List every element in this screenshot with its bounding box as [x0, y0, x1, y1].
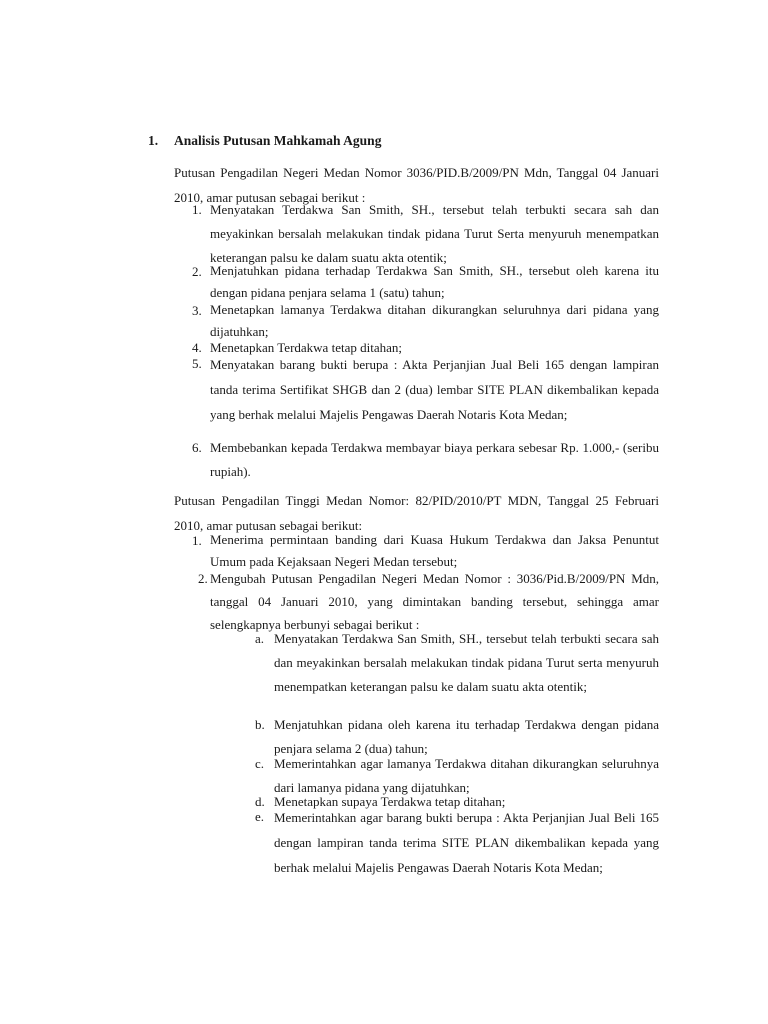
item-marker: 2. [198, 571, 208, 586]
sub-text: Menetapkan supaya Terdakwa tetap ditahan; [274, 794, 506, 809]
pn-intro: Putusan Pengadilan Negeri Medan Nomor 3036/PID.B/2009/PN Mdn, Tanggal 04 Januari 2010, amar putusan sebagai berikut : [174, 165, 659, 205]
sub-marker: a. [255, 631, 265, 646]
item-marker: 1. [192, 533, 202, 548]
item-text: Menyatakan Terdakwa San Smith, SH., tersebut telah terbukti secara sah dan meyakinkan bersalah melakukan tindak pidana Turut Serta menyuruh menempatkan keterangan palsu ke dalam suatu akta otentik; [210, 202, 659, 265]
item-marker: 2. [192, 264, 202, 279]
section-title: Analisis Putusan Mahkamah Agung [174, 133, 382, 148]
item-text: Menyatakan barang bukti berupa : Akta Perjanjian Jual Beli 165 dengan lampiran tanda terima Sertifikat SHGB dan 2 (dua) lembar SITE PLAN dikembalikan kepada yang berhak melalui Majelis Pengawas Daerah Notaris Kota Medan; [210, 357, 659, 422]
sub-text: Menjatuhkan pidana oleh karena itu terhadap Terdakwa dengan pidana penjara selama 2 (dua) tahun; [274, 717, 659, 756]
item-text: Menerima permintaan banding dari Kuasa Hukum Terdakwa dan Jaksa Penuntut Umum pada Kejaksaan Negeri Medan tersebut; [210, 532, 659, 569]
sub-text: Menyatakan Terdakwa San Smith, SH., tersebut telah terbukti secara sah dan meyakinkan bersalah melakukan tindak pidana Turut serta menyuruh menempatkan keterangan palsu ke dalam suatu akta otentik; [274, 631, 659, 694]
item-marker: 1. [192, 202, 202, 217]
sub-text: Memerintahkan agar barang bukti berupa : Akta Perjanjian Jual Beli 165 dengan lampiran tanda terima SITE PLAN dikembalikan kepada yang berhak melalui Majelis Pengawas Daerah Notaris Kota Medan; [274, 810, 659, 875]
sub-marker: e. [255, 809, 265, 824]
item-text: Membebankan kepada Terdakwa membayar biaya perkara sebesar Rp. 1.000,- (seribu rupiah). [210, 440, 659, 479]
sub-marker: b. [255, 717, 265, 732]
item-text: Menetapkan Terdakwa tetap ditahan; [210, 340, 402, 355]
item-text: Mengubah Putusan Pengadilan Negeri Medan Nomor : 3036/Pid.B/2009/PN Mdn, tanggal 04 Januari 2010, yang dimintakan banding tersebut, sehingga amar selengkapnya berbunyi sebagai berikut : [210, 571, 659, 632]
sub-marker: d. [255, 794, 265, 809]
item-text: Menjatuhkan pidana terhadap Terdakwa San Smith, SH., tersebut oleh karena itu dengan pidana penjara selama 1 (satu) tahun; [210, 263, 659, 300]
item-marker: 3. [192, 303, 202, 318]
sub-marker: c. [255, 756, 265, 771]
pt-intro: Putusan Pengadilan Tinggi Medan Nomor: 82/PID/2010/PT MDN, Tanggal 25 Februari 2010, amar putusan sebagai berikut: [174, 493, 659, 533]
item-marker: 6. [192, 440, 202, 455]
item-marker: 4. [192, 340, 202, 355]
section-heading [148, 133, 381, 149]
sub-text: Memerintahkan agar lamanya Terdakwa ditahan dikurangkan seluruhnya dari lamanya pidana yang dijatuhkan; [274, 756, 659, 795]
item-text: Menetapkan lamanya Terdakwa ditahan dikurangkan seluruhnya dari pidana yang dijatuhkan; [210, 302, 659, 339]
section-number: 1. [148, 133, 159, 148]
item-marker: 5. [192, 356, 202, 371]
